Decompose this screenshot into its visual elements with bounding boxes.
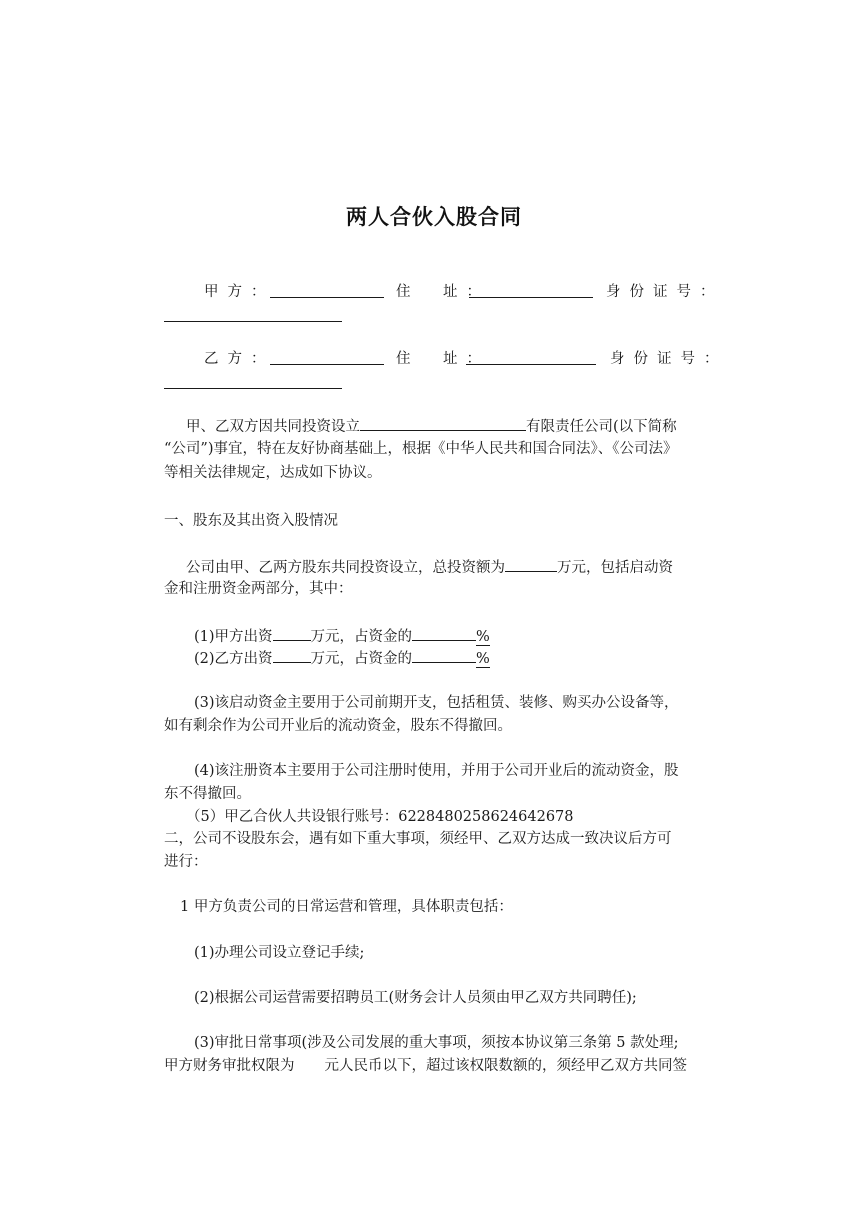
party-a-address-blank xyxy=(469,283,593,298)
party-a-id-blank xyxy=(164,321,342,322)
clause-5-bank-account: （5）甲乙合伙人共设银行账号：6228480258624642678 xyxy=(186,809,574,825)
party-b-row xyxy=(204,350,728,368)
party-b-amount-blank xyxy=(273,648,311,663)
document-title: 两人合伙入股合同 xyxy=(346,205,522,229)
total-investment-blank xyxy=(505,557,557,572)
preamble-line-3: 等相关法律规定，达成如下协议。 xyxy=(164,465,382,481)
section-2-heading-line-2: 进行： xyxy=(164,854,208,870)
party-b-contribution: (2)乙方出资 万元，占资金的 % xyxy=(164,648,704,668)
preamble-line-1: 甲、乙双方因共同投资设立 有限责任公司(以下简称 xyxy=(164,416,704,436)
party-b-address-blank xyxy=(466,350,596,365)
party-b-name-blank xyxy=(270,350,384,365)
duty-2: (2)根据公司运营需要招聘员工(财务会计人员须由甲乙双方共同聘任); xyxy=(194,990,637,1006)
party-a-address-label: 住 址： xyxy=(396,284,490,300)
clause-3-line-1: (3)该启动资金主要用于公司前期开支，包括租赁、装修、购买办公设备等， xyxy=(194,695,679,711)
clause-3-line-2: 如有剩余作为公司开业后的流动资金，股东不得撤回。 xyxy=(164,718,512,734)
section-1-para-line-2: 金和注册资金两部分，其中： xyxy=(164,581,353,597)
party-a-label: 甲方： xyxy=(204,284,275,300)
duty-3-line-1: (3)审批日常事项(涉及公司发展的重大事项，须按本协议第三条第 5 款处理; xyxy=(194,1035,679,1051)
party-a-amount-blank xyxy=(273,626,311,641)
party-b-percent-blank xyxy=(412,648,476,663)
party-a-id-label: 身份证号： xyxy=(606,284,724,300)
preamble-line-2: “公司”)事宜，特在友好协商基础上，根据《中华人民共和国合同法》、《公司法》 xyxy=(164,441,678,457)
item-1-party-a-duties: 1 甲方负责公司的日常运营和管理，具体职责包括： xyxy=(180,899,513,915)
party-a-percent-blank xyxy=(412,626,476,641)
clause-4-line-2: 东不得撤回。 xyxy=(164,786,251,802)
duty-1: (1)办理公司设立登记手续; xyxy=(194,945,365,961)
party-b-id-label: 身份证号： xyxy=(610,351,728,367)
duty-3-line-2: 甲方财务审批权限为 元人民币以下，超过该权限数额的，须经甲乙双方共同签 xyxy=(164,1058,687,1074)
party-a-row xyxy=(204,283,724,301)
party-a-contribution: (1)甲方出资 万元，占资金的 % xyxy=(164,626,704,646)
company-name-blank xyxy=(360,416,526,431)
clause-4-line-1: (4)该注册资本主要用于公司注册时使用，并用于公司开业后的流动资金，股 xyxy=(194,763,679,779)
section-1-para-line-1: 公司由甲、乙两方股东共同投资设立，总投资额为 万元，包括启动资 xyxy=(164,557,704,577)
section-2-heading-line-1: 二，公司不设股东会，遇有如下重大事项，须经甲、乙双方达成一致决议后方可 xyxy=(164,831,672,847)
party-b-label: 乙方： xyxy=(204,351,275,367)
party-a-name-blank xyxy=(270,283,384,298)
party-b-address-label: 住 址： xyxy=(396,351,490,367)
section-1-heading: 一、股东及其出资入股情况 xyxy=(164,513,338,529)
party-b-id-blank xyxy=(164,388,342,389)
